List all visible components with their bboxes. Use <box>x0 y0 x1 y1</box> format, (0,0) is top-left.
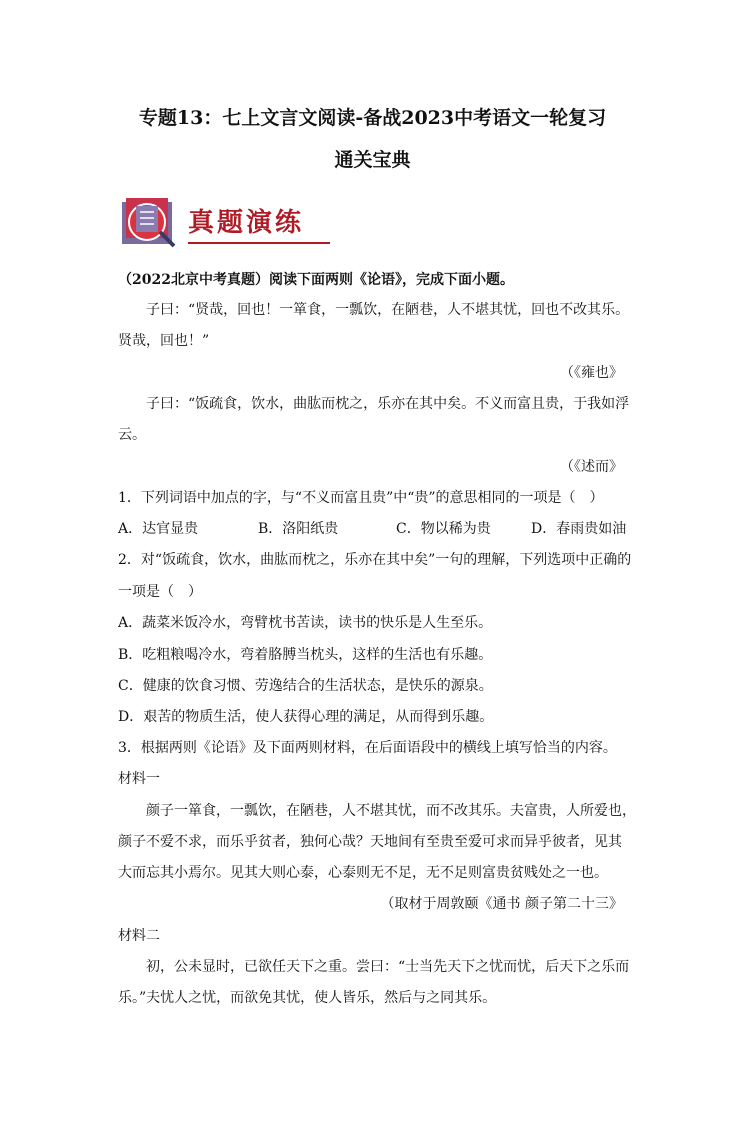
page-title: 专题13：七上文言文阅读-备战2023中考语文一轮复习 <box>138 107 607 129</box>
q1-option-d: D．春雨贵如油 <box>531 521 627 537</box>
material2-label: 材料二 <box>118 928 160 944</box>
page-title-line2: 通关宝典 <box>334 149 411 171</box>
material1-source: （取材于周敦颐《通书 颜子第二十三》 <box>380 896 623 912</box>
passage1-source: （《雍也》 <box>560 365 623 381</box>
q3-stem: 3．根据两则《论语》及下面两则材料，在后面语段中的横线上填写恰当的内容。 <box>118 740 617 756</box>
passage2-source: （《述而》 <box>560 459 623 475</box>
banner-underline <box>188 242 330 244</box>
q2-stem-line1: 2．对“饭疏食，饮水，曲肱而枕之，乐亦在其中矣”一句的理解，下列选项中正确的 <box>118 552 632 568</box>
banner-title: 真题演练 <box>188 208 305 238</box>
q2-option-c: C．健康的饮食习惯、劳逸结合的生活状态，是快乐的源泉。 <box>118 678 493 694</box>
q2-option-b: B．吃粗粮喝冷水，弯着胳膊当枕头，这样的生活也有乐趣。 <box>118 647 493 663</box>
passage2-line1: 子曰：“饭疏食，饮水，曲肱而枕之，乐亦在其中矣。不义而富且贵，于我如浮 <box>146 396 630 412</box>
material1-label: 材料一 <box>118 771 160 787</box>
q2-stem-line2: 一项是（ ） <box>118 584 202 600</box>
passage1-line1: 子曰：“贤哉，回也！一箪食，一瓢饮，在陋巷，人不堪其忧，回也不改其乐。 <box>146 302 630 318</box>
q2-option-d: D．艰苦的物质生活，使人获得心理的满足，从而得到乐趣。 <box>118 709 494 725</box>
material2-line2: 乐。”夫忧人之忧，而欲免其忧，使人皆乐，然后与之同其乐。 <box>118 990 497 1006</box>
book-icon <box>118 192 188 254</box>
section-banner <box>118 192 338 252</box>
q1-option-b: B．洛阳纸贵 <box>258 521 339 537</box>
passage1-line2: 贤哉，回也！” <box>118 333 210 349</box>
material1-line1: 颜子一箪食，一瓢饮，在陋巷，人不堪其忧，而不改其乐。夫富贵，人所爱也， <box>146 803 636 819</box>
material1-line2: 颜子不爱不求，而乐乎贫者，独何心哉？天地间有至贵至爱可求而异乎彼者，见其 <box>118 834 622 850</box>
material1-line3: 大而忘其小焉尔。见其大则心泰，心泰则无不足，无不足则富贵贫贱处之一也。 <box>118 865 608 881</box>
material2-line1: 初，公未显时，已欲任天下之重。尝曰：“士当先天下之忧而忧，后天下之乐而 <box>146 959 630 975</box>
passage2-line2: 云。 <box>118 427 146 443</box>
q2-option-a: A．蔬菜米饭冷水，弯臂枕书苦读，读书的快乐是人生至乐。 <box>118 615 493 631</box>
q1-option-a: A．达官显贵 <box>118 521 199 537</box>
question-intro: （2022北京中考真题）阅读下面两则《论语》，完成下面小题。 <box>118 272 514 288</box>
q1-stem: 1．下列词语中加点的字，与“不义而富且贵”中“贵”的意思相同的一项是（ ） <box>118 490 604 506</box>
q1-option-c: C．物以稀为贵 <box>396 521 491 537</box>
